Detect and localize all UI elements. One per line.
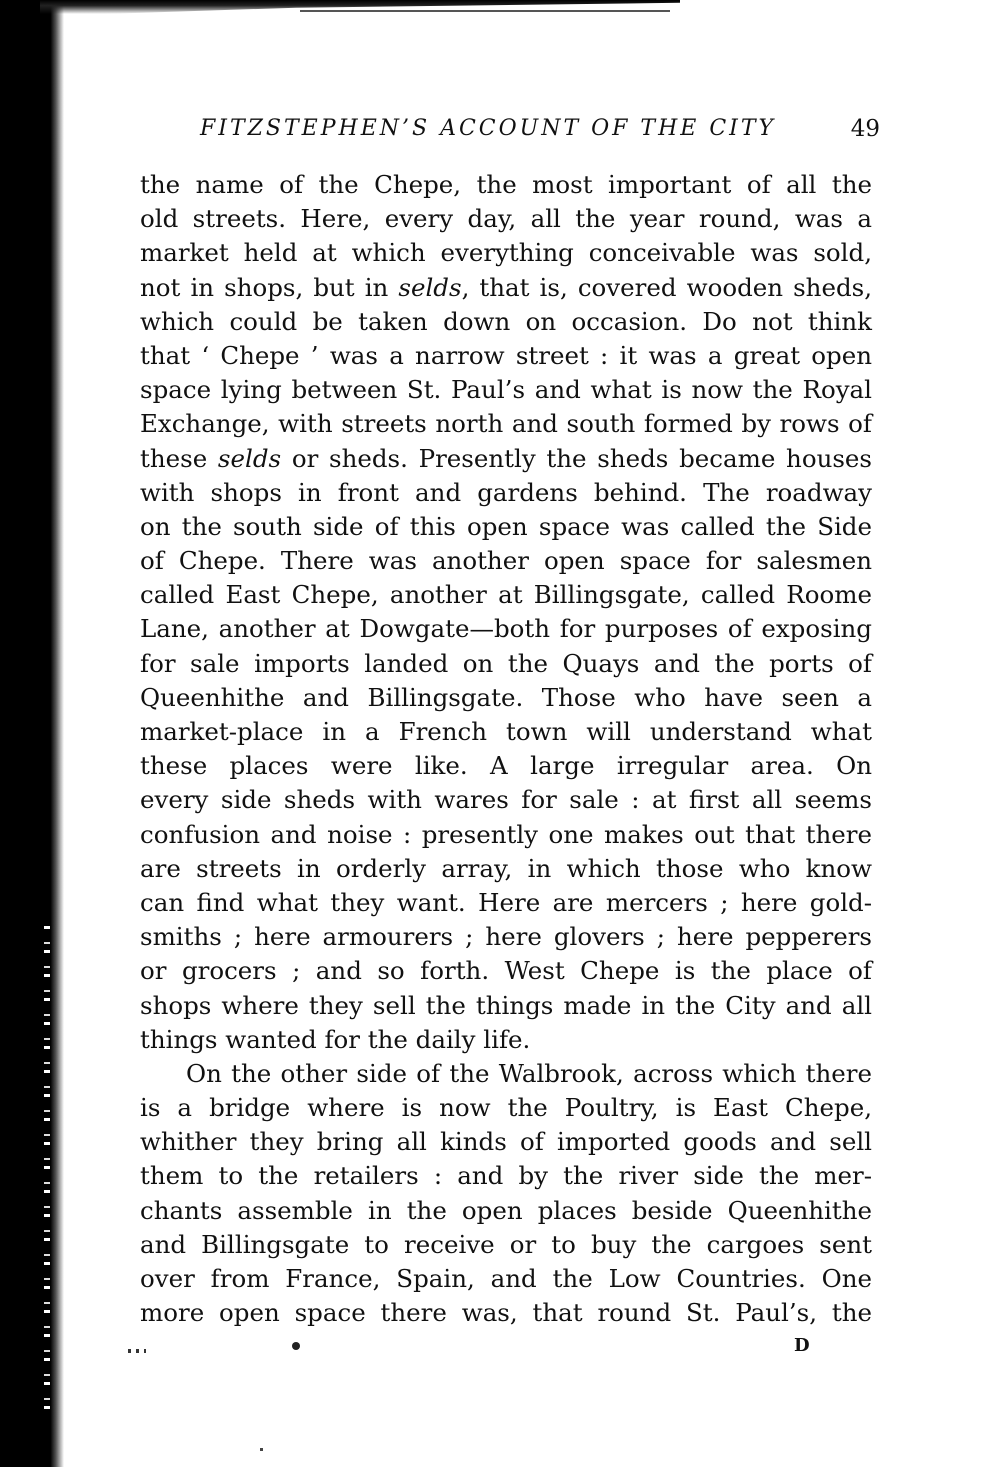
footer-specks	[128, 1349, 146, 1353]
text-line: space lying between St. Paul’s and what is now the Royal	[140, 375, 872, 405]
text-line: market held at which everything conceivable was sold,	[140, 238, 872, 268]
text-line: that ‘ Chepe ’ was a narrow street : it was a great open	[140, 340, 872, 370]
text-line	[140, 271, 872, 305]
text-line: shops where they sell the things made in the City and all	[140, 990, 872, 1020]
text-line: every side sheds with wares for sale : at first all seems	[140, 785, 872, 815]
scan-speck	[260, 1448, 263, 1451]
text-line: smiths ; here armourers ; here glovers ; here pepperers	[140, 922, 872, 952]
text-line: of Chepe. There was another open space for salesmen	[140, 546, 872, 576]
text-line	[140, 442, 872, 476]
text-segment: these	[140, 443, 218, 473]
text-line: on the south side of this open space was called the Side	[140, 511, 872, 541]
scan-spine-marks	[44, 920, 50, 1420]
text-line: are streets in orderly array, in which those who know	[140, 853, 872, 883]
text-line: chants assemble in the open places beside Queenhithe	[140, 1195, 872, 1225]
text-line: or grocers ; and so forth. West Chepe is the place of	[140, 956, 872, 986]
text-line: which could be taken down on occasion. Do not think	[140, 306, 872, 336]
italic-term: selds	[217, 443, 282, 473]
text-segment: not in shops, but in	[140, 272, 399, 302]
italic-term: selds	[398, 272, 462, 302]
text-line: the name of the Chepe, the most important of all the	[140, 170, 872, 199]
paragraph-end-line: things wanted for the daily life.	[140, 1024, 531, 1054]
text-line: and Billingsgate to receive or to buy the cargoes sent	[140, 1229, 872, 1259]
page-number: 49	[850, 116, 880, 142]
printer-ornament	[292, 1342, 300, 1350]
text-line: old streets. Here, every day, all the year round, was a	[140, 204, 872, 234]
text-segment: , that is, covered wooden sheds,	[461, 272, 872, 302]
text-line: confusion and noise : presently one makes out that there	[140, 819, 872, 849]
scan-spine-shadow	[0, 0, 46, 1467]
scan-top-line	[300, 10, 670, 12]
text-line: market-place in a French town will understand what	[140, 717, 872, 746]
running-title: FITZSTEPHEN’S ACCOUNT OF THE CITY	[200, 116, 777, 141]
text-line: Queenhithe and Billingsgate. Those who have seen a	[140, 682, 872, 712]
paragraph-start-line: On the other side of the Walbrook, across which there	[186, 1058, 872, 1088]
text-line: Exchange, with streets north and south formed by rows of	[140, 409, 872, 439]
text-line: more open space there was, that round St. Paul’s, the	[140, 1298, 872, 1328]
running-head	[200, 116, 880, 146]
text-line: these places were like. A large irregular area. On	[140, 751, 872, 781]
text-line: can find what they want. Here are mercers ; here gold-	[140, 887, 872, 917]
text-line: for sale imports landed on the Quays and the ports of	[140, 648, 872, 678]
body-text	[140, 168, 872, 1330]
text-line: over from France, Spain, and the Low Countries. One	[140, 1264, 872, 1293]
text-line: them to the retailers : and by the river side the mer-	[140, 1161, 872, 1191]
text-line: called East Chepe, another at Billingsgate, called Roome	[140, 580, 872, 610]
text-line: with shops in front and gardens behind. The roadway	[140, 477, 872, 507]
text-line: Lane, another at Dowgate—both for purposes of exposing	[140, 614, 872, 644]
text-line: whither they bring all kinds of imported goods and sell	[140, 1127, 872, 1157]
text-line: is a bridge where is now the Poultry, is East Chepe,	[140, 1093, 872, 1123]
text-segment: or sheds. Presently the sheds became houses	[281, 443, 872, 473]
signature-mark: D	[794, 1335, 810, 1356]
